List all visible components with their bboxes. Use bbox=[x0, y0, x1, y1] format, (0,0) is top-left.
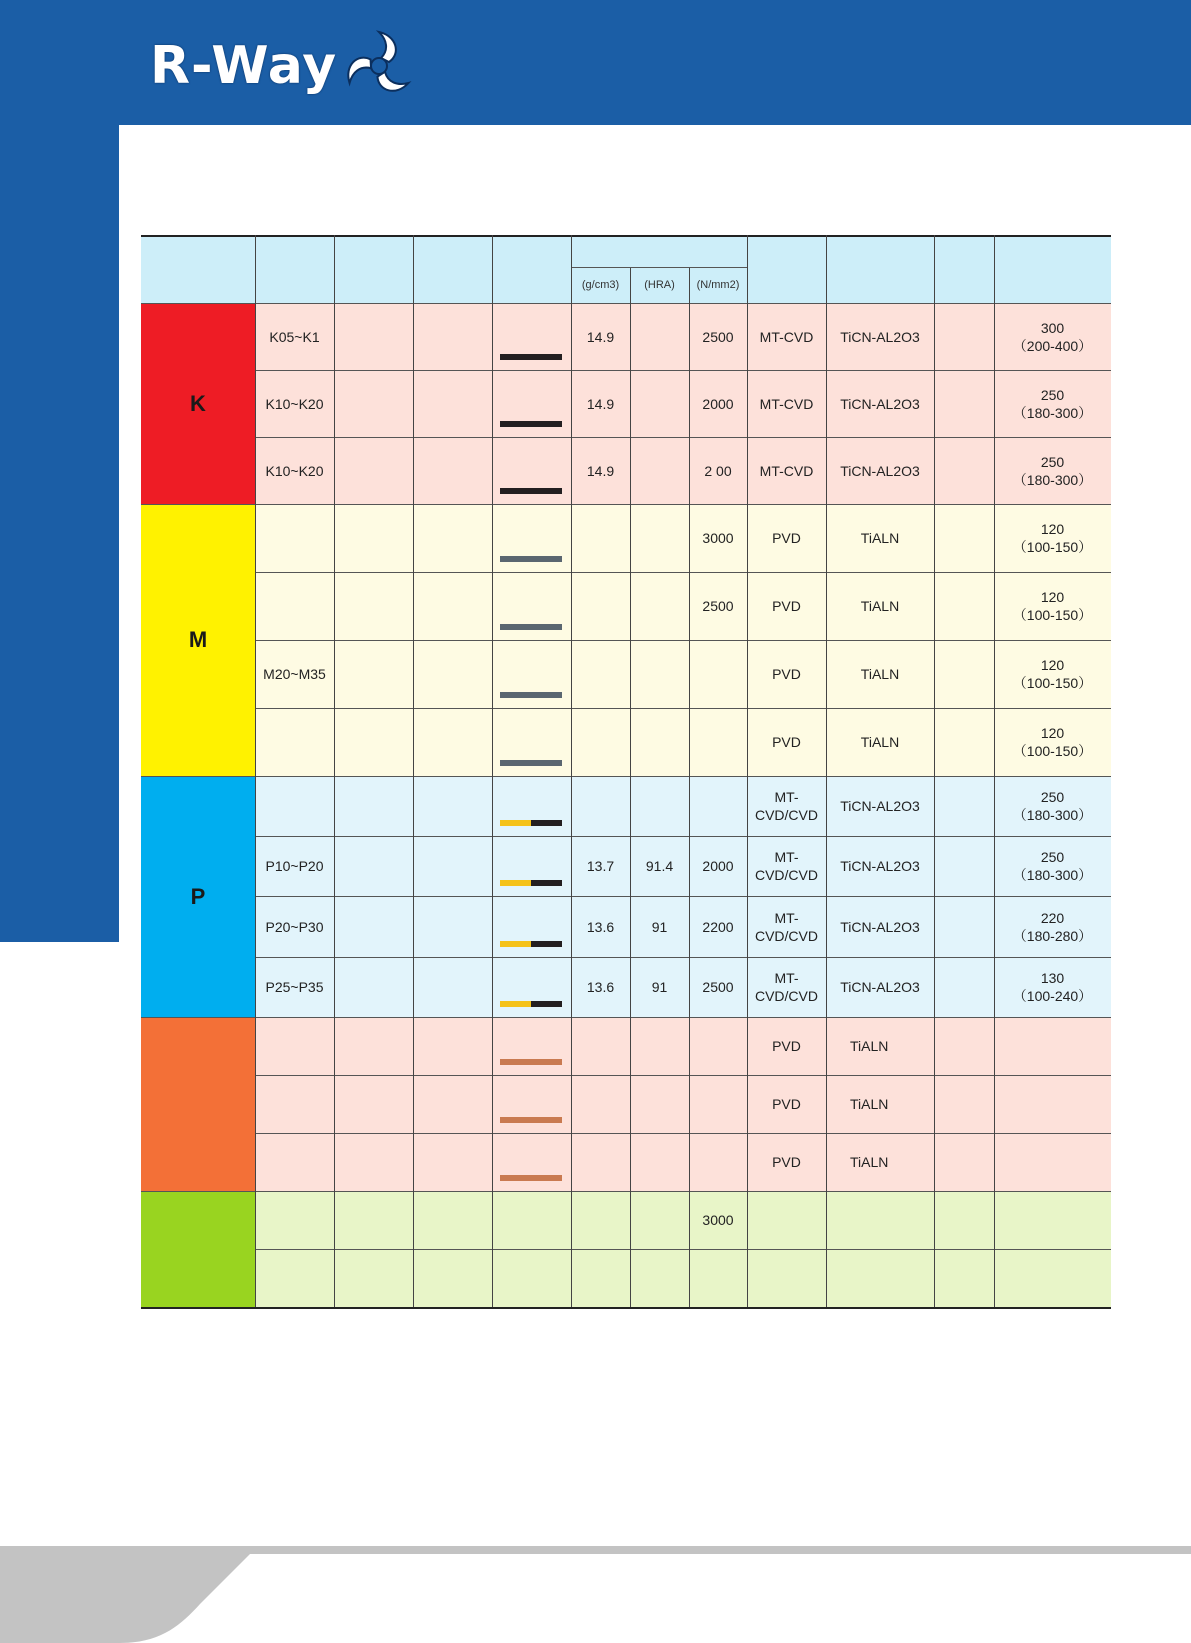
speed-range: （180-280） bbox=[1012, 927, 1093, 944]
cell-coating bbox=[826, 1249, 934, 1307]
grade-bar-black bbox=[531, 1001, 562, 1007]
brand-name: R-Way bbox=[150, 36, 338, 96]
cell-cutting-speed bbox=[994, 640, 1111, 708]
cell-coating-method: MT-CVD bbox=[759, 328, 814, 345]
cell-coating: TiALN bbox=[860, 598, 900, 614]
speed-range: （100-150） bbox=[1012, 607, 1093, 623]
cell-iso bbox=[255, 504, 334, 572]
cell-strength bbox=[689, 708, 747, 776]
cell-coating-method: PVD bbox=[772, 1096, 801, 1112]
cell-density bbox=[571, 1249, 630, 1307]
table-bottom-line bbox=[141, 1307, 1111, 1309]
cell-hardness bbox=[630, 1133, 689, 1191]
speed-value: 120 bbox=[1040, 521, 1065, 537]
cell-coating: TiCN-AL2O3 bbox=[840, 918, 920, 935]
cell-cutting-speed bbox=[994, 708, 1111, 776]
cell-iso bbox=[255, 1133, 334, 1191]
speed-value: 250 bbox=[1040, 453, 1065, 470]
cell-iso bbox=[255, 1017, 334, 1075]
grade-bar-black bbox=[500, 421, 562, 427]
cell-cutting-speed bbox=[994, 776, 1111, 836]
cell-strength: 3000 bbox=[702, 530, 734, 546]
column-divider bbox=[492, 235, 493, 1307]
grade-bar-gray bbox=[500, 692, 562, 698]
grade-bar-black bbox=[531, 941, 562, 947]
cell-coating: TiALN bbox=[860, 530, 900, 546]
shuriken-icon bbox=[339, 26, 419, 106]
cell-coating-method: MT-CVD/CVD bbox=[754, 789, 818, 823]
cell-cutting-speed bbox=[994, 1133, 1111, 1191]
group-P: P bbox=[141, 776, 255, 1017]
speed-range: （100-240） bbox=[1012, 988, 1093, 1004]
group-band-4 bbox=[141, 1191, 255, 1307]
cell-strength bbox=[689, 1133, 747, 1191]
cell-density bbox=[571, 504, 630, 572]
speed-range: （100-150） bbox=[1012, 743, 1093, 759]
cell-coating: TiCN-AL2O3 bbox=[840, 462, 920, 479]
cell-hardness bbox=[630, 1191, 689, 1249]
cell-iso bbox=[255, 1191, 334, 1249]
group-M: M bbox=[141, 504, 255, 776]
cell-coating: TiALN bbox=[860, 666, 900, 682]
cell-hardness: 91.4 bbox=[645, 858, 674, 874]
grade-bar-gray bbox=[500, 556, 562, 562]
cell-density bbox=[571, 1075, 630, 1133]
brand-logo bbox=[150, 26, 419, 106]
speed-value: 120 bbox=[1040, 725, 1065, 741]
column-divider bbox=[413, 235, 414, 1307]
cell-iso: K05~K1 bbox=[269, 328, 320, 345]
cell-cutting-speed bbox=[994, 504, 1111, 572]
cell-coating-method: MT-CVD/CVD bbox=[754, 970, 818, 1004]
cell-iso bbox=[255, 708, 334, 776]
speed-value: 250 bbox=[1040, 386, 1065, 403]
grade-bar-yellow bbox=[500, 1001, 531, 1007]
grade-bar-yellow bbox=[500, 820, 531, 826]
cell-coating: TiALN bbox=[860, 734, 900, 750]
speed-value: 120 bbox=[1040, 589, 1065, 605]
cell-strength: 2500 bbox=[702, 328, 734, 345]
cell-hardness bbox=[630, 504, 689, 572]
cell-strength: 2000 bbox=[702, 858, 734, 874]
cell-density bbox=[571, 1191, 630, 1249]
cell-iso: K10~K20 bbox=[265, 395, 324, 412]
cell-density: 14.9 bbox=[586, 395, 615, 412]
cell-coating-method: MT-CVD/CVD bbox=[754, 849, 818, 883]
cell-density bbox=[571, 572, 630, 640]
cell-hardness: 91 bbox=[651, 979, 668, 995]
cell-hardness bbox=[630, 572, 689, 640]
cell-coating: TiCN-AL2O3 bbox=[840, 328, 920, 345]
cell-density: 14.9 bbox=[586, 328, 615, 345]
speed-value: 220 bbox=[1040, 909, 1065, 926]
cell-coating-method: MT-CVD/CVD bbox=[754, 909, 818, 944]
cell-coating-method: PVD bbox=[772, 530, 801, 546]
cell-cutting-speed bbox=[994, 1249, 1111, 1307]
cell-cutting-speed bbox=[994, 1075, 1111, 1133]
cell-coating-method: MT-CVD bbox=[759, 395, 814, 412]
cell-density bbox=[571, 640, 630, 708]
cell-strength: 2500 bbox=[702, 598, 734, 614]
speed-range: （180-300） bbox=[1012, 807, 1093, 823]
cell-cutting-speed bbox=[994, 957, 1111, 1017]
cell-iso bbox=[255, 1075, 334, 1133]
grade-bar-yellow bbox=[500, 941, 531, 947]
cell-coating: TiCN-AL2O3 bbox=[840, 858, 920, 874]
grade-bar-gray bbox=[500, 760, 562, 766]
cell-density bbox=[571, 776, 630, 836]
cell-strength bbox=[689, 1075, 747, 1133]
cell-coating-method bbox=[747, 1249, 826, 1307]
cell-strength bbox=[689, 640, 747, 708]
cell-cutting-speed bbox=[994, 1017, 1111, 1075]
cell-iso: P20~P30 bbox=[265, 918, 324, 935]
cell-strength bbox=[689, 1017, 747, 1075]
grade-bar-gray bbox=[500, 624, 562, 630]
cell-coating: TiCN-AL2O3 bbox=[840, 979, 920, 995]
cell-density: 13.6 bbox=[586, 979, 615, 995]
cell-iso bbox=[255, 776, 334, 836]
column-divider bbox=[334, 235, 335, 1307]
grade-bar-black bbox=[531, 820, 562, 826]
speed-value: 130 bbox=[1040, 970, 1065, 986]
cell-cutting-speed bbox=[994, 572, 1111, 640]
cell-hardness bbox=[630, 1075, 689, 1133]
cell-coating: TiALN bbox=[850, 1096, 889, 1112]
cell-hardness bbox=[630, 640, 689, 708]
cell-hardness: 91 bbox=[651, 918, 668, 935]
speed-value: 120 bbox=[1040, 657, 1065, 673]
cell-density bbox=[571, 1133, 630, 1191]
cell-cutting-speed bbox=[994, 303, 1111, 370]
cell-cutting-speed bbox=[994, 1191, 1111, 1249]
group-band-3 bbox=[141, 1017, 255, 1191]
cell-density: 14.9 bbox=[586, 462, 615, 479]
grade-bar-black bbox=[500, 354, 562, 360]
speed-value: 250 bbox=[1040, 789, 1065, 805]
column-divider bbox=[934, 235, 935, 1307]
speed-range: （100-150） bbox=[1012, 539, 1093, 555]
cell-density: 13.7 bbox=[586, 858, 615, 874]
cell-strength bbox=[689, 1249, 747, 1307]
group-K: K bbox=[141, 303, 255, 504]
cell-coating-method: PVD bbox=[772, 734, 801, 750]
cell-coating: TiALN bbox=[850, 1038, 889, 1054]
cell-coating-method bbox=[747, 1191, 826, 1249]
unit-label-hardness: (HRA) bbox=[644, 278, 675, 291]
speed-range: （100-150） bbox=[1012, 675, 1093, 691]
speed-range: （200-400） bbox=[1012, 337, 1093, 354]
speed-value: 300 bbox=[1040, 319, 1065, 336]
cell-strength: 2200 bbox=[702, 918, 734, 935]
speed-value: 250 bbox=[1040, 849, 1065, 865]
cell-coating: TiCN-AL2O3 bbox=[840, 798, 920, 814]
cell-iso: K10~K20 bbox=[265, 462, 324, 479]
unit-label-strength: (N/mm2) bbox=[696, 278, 740, 291]
cell-density bbox=[571, 1017, 630, 1075]
cell-coating: TiALN bbox=[850, 1154, 889, 1170]
grade-table bbox=[141, 235, 1111, 1313]
cell-coating-method: MT-CVD bbox=[759, 462, 814, 479]
cell-coating-method: PVD bbox=[772, 666, 801, 682]
speed-range: （180-300） bbox=[1012, 867, 1093, 883]
side-band bbox=[0, 0, 119, 942]
cell-coating: TiCN-AL2O3 bbox=[840, 395, 920, 412]
cell-density: 13.6 bbox=[586, 918, 615, 935]
unit-label-density: (g/cm3) bbox=[581, 278, 620, 291]
cell-density bbox=[571, 708, 630, 776]
cell-cutting-speed bbox=[994, 370, 1111, 437]
cell-coating-method: PVD bbox=[772, 1154, 801, 1170]
cell-strength bbox=[689, 776, 747, 836]
cell-strength: 2500 bbox=[702, 979, 734, 995]
grade-bar-black bbox=[531, 880, 562, 886]
cell-strength: 3000 bbox=[702, 1212, 734, 1228]
cell-strength: 2 00 bbox=[704, 462, 732, 479]
cell-coating-method: PVD bbox=[772, 1038, 801, 1054]
cell-iso: M20~M35 bbox=[263, 666, 326, 682]
cell-hardness bbox=[630, 776, 689, 836]
cell-coating bbox=[826, 1191, 934, 1249]
cell-iso bbox=[255, 1249, 334, 1307]
grade-bar-black bbox=[500, 488, 562, 494]
cell-cutting-speed bbox=[994, 437, 1111, 504]
cell-hardness bbox=[630, 1249, 689, 1307]
footer-band bbox=[0, 1546, 1191, 1643]
cell-iso: P25~P35 bbox=[265, 979, 324, 995]
speed-range: （180-300） bbox=[1012, 404, 1093, 421]
speed-range: （180-300） bbox=[1012, 471, 1093, 488]
grade-bar-yellow bbox=[500, 880, 531, 886]
cell-coating-method: PVD bbox=[772, 598, 801, 614]
grade-bar-orange bbox=[500, 1059, 562, 1065]
cell-hardness bbox=[630, 303, 689, 370]
cell-strength: 2000 bbox=[702, 395, 734, 412]
cell-iso: P10~P20 bbox=[265, 858, 324, 874]
grade-bar-orange bbox=[500, 1117, 562, 1123]
cell-hardness bbox=[630, 708, 689, 776]
grade-bar-orange bbox=[500, 1175, 562, 1181]
cell-hardness bbox=[630, 370, 689, 437]
cell-cutting-speed bbox=[994, 896, 1111, 957]
cell-iso bbox=[255, 572, 334, 640]
cell-hardness bbox=[630, 1017, 689, 1075]
cell-cutting-speed bbox=[994, 836, 1111, 896]
cell-hardness bbox=[630, 437, 689, 504]
